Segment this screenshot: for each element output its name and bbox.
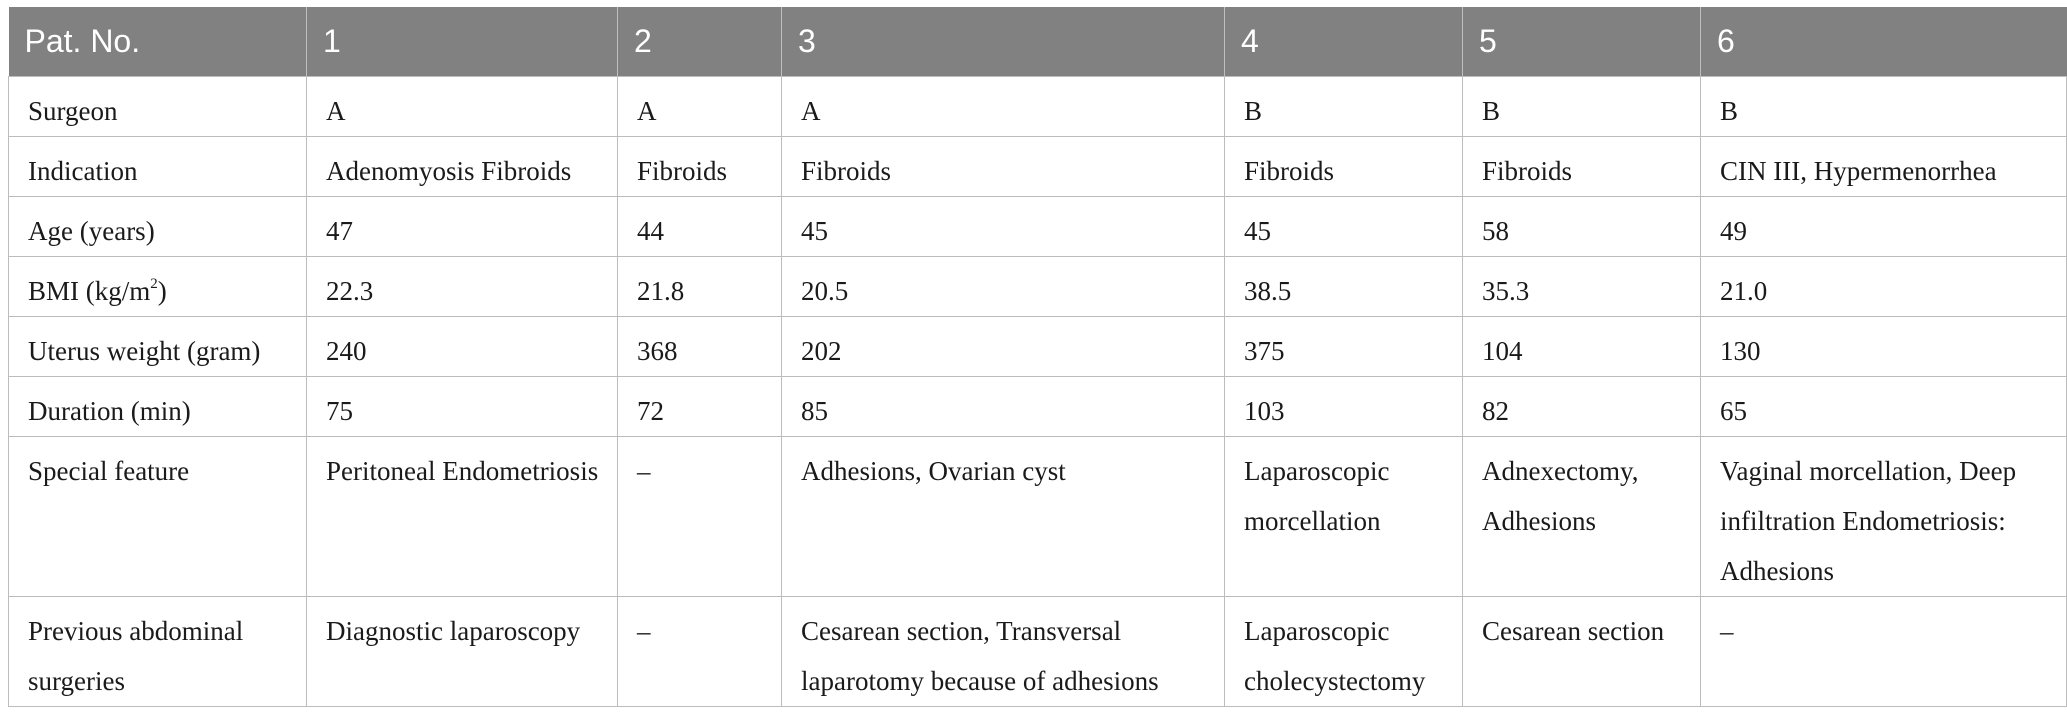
table-row (9, 597, 2067, 707)
table-cell: Fibroids (782, 137, 1225, 197)
table-cell: 82 (1463, 377, 1701, 437)
table-cell: 38.5 (1225, 257, 1463, 317)
table-cell: 44 (618, 197, 782, 257)
table-cell: A (307, 77, 618, 137)
table-cell: B (1225, 77, 1463, 137)
table-row (9, 437, 2067, 597)
header-cell: 1 (307, 7, 618, 77)
table-cell: 45 (782, 197, 1225, 257)
table-cell: 35.3 (1463, 257, 1701, 317)
table-cell: 21.8 (618, 257, 782, 317)
row-label: Previous abdominal surgeries (9, 597, 307, 707)
table-cell: 75 (307, 377, 618, 437)
patient-characteristics-table (8, 7, 2067, 707)
table-row (9, 317, 2067, 377)
table-cell: Fibroids (1463, 137, 1701, 197)
table-cell: 240 (307, 317, 618, 377)
row-label: Surgeon (9, 77, 307, 137)
table-row (9, 257, 2067, 317)
table-cell: 368 (618, 317, 782, 377)
table-cell: Adenomyosis Fibroids (307, 137, 618, 197)
table-cell: – (1701, 597, 2067, 707)
table-cell: Adnexectomy, Adhesions (1463, 437, 1701, 597)
table-row (9, 137, 2067, 197)
table-cell: 202 (782, 317, 1225, 377)
row-label (9, 257, 307, 317)
header-cell: 5 (1463, 7, 1701, 77)
table-cell: Cesarean section, Transversal laparotomy because of adhesions (782, 597, 1225, 707)
table-row (9, 77, 2067, 137)
table-cell: 130 (1701, 317, 2067, 377)
row-label: Special feature (9, 437, 307, 597)
table-cell: Adhesions, Ovarian cyst (782, 437, 1225, 597)
row-label-superscript: 2 (150, 276, 158, 292)
table-cell: 22.3 (307, 257, 618, 317)
patient-table-container (8, 7, 2067, 707)
row-label: Duration (min) (9, 377, 307, 437)
header-cell: 4 (1225, 7, 1463, 77)
row-label: Uterus weight (gram) (9, 317, 307, 377)
table-cell: Laparoscopic cholecystectomy (1225, 597, 1463, 707)
table-cell: Peritoneal Endometriosis (307, 437, 618, 597)
header-cell: Pat. No. (9, 7, 307, 77)
table-cell: 103 (1225, 377, 1463, 437)
table-cell: 58 (1463, 197, 1701, 257)
table-cell: 72 (618, 377, 782, 437)
row-label: Indication (9, 137, 307, 197)
table-cell: Cesarean section (1463, 597, 1701, 707)
row-label-suffix: ) (157, 276, 167, 306)
table-cell: CIN III, Hypermenorrhea (1701, 137, 2067, 197)
table-cell: Fibroids (618, 137, 782, 197)
table-cell: 104 (1463, 317, 1701, 377)
table-cell: Vaginal morcellation, Deep infiltration Endometriosis: Adhesions (1701, 437, 2067, 597)
table-cell: B (1701, 77, 2067, 137)
table-cell: 20.5 (782, 257, 1225, 317)
table-cell: 47 (307, 197, 618, 257)
table-row (9, 197, 2067, 257)
table-cell: 65 (1701, 377, 2067, 437)
table-cell: Laparoscopic morcellation (1225, 437, 1463, 597)
table-cell: Fibroids (1225, 137, 1463, 197)
row-label-prefix: BMI (kg/m (28, 276, 151, 306)
table-cell: B (1463, 77, 1701, 137)
table-cell: 375 (1225, 317, 1463, 377)
table-cell: 85 (782, 377, 1225, 437)
header-cell: 6 (1701, 7, 2067, 77)
header-cell: 3 (782, 7, 1225, 77)
table-cell: – (618, 597, 782, 707)
row-label: Age (years) (9, 197, 307, 257)
table-row (9, 377, 2067, 437)
table-cell: 45 (1225, 197, 1463, 257)
table-cell: A (782, 77, 1225, 137)
table-cell: 49 (1701, 197, 2067, 257)
header-row (9, 7, 2067, 77)
table-cell: A (618, 77, 782, 137)
table-cell: – (618, 437, 782, 597)
header-cell: 2 (618, 7, 782, 77)
table-cell: Diagnostic laparoscopy (307, 597, 618, 707)
table-cell: 21.0 (1701, 257, 2067, 317)
